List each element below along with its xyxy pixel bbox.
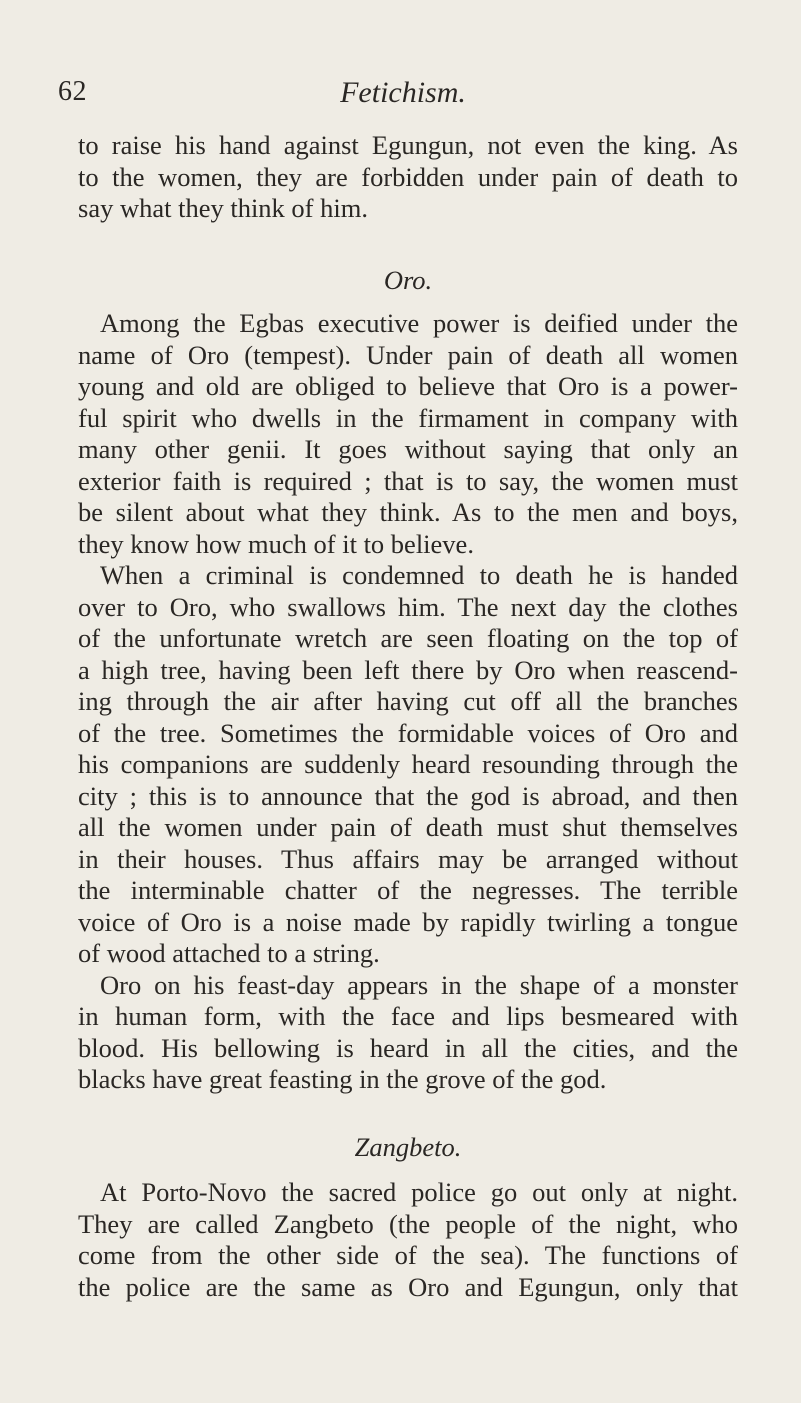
text-line: They are called Zangbeto (the people of the night, who — [78, 1208, 738, 1239]
text-line: they know how much of it to believe. — [78, 528, 474, 559]
text-line: to raise his hand against Egungun, not even the king. As — [78, 130, 738, 160]
text-line: be silent about what they think. As to the men and boys, — [78, 497, 738, 527]
text-line: When a criminal is condemned to death he is handed — [100, 560, 738, 590]
text-line: his companions are suddenly heard resounding through the — [78, 749, 738, 779]
paragraph-1 — [78, 130, 738, 225]
page-header — [58, 76, 748, 116]
text-line: Among the Egbas executive power is deified under the — [100, 308, 738, 338]
text-line: in human form, with the face and lips besmeared with — [78, 1001, 738, 1031]
paragraph-2 — [78, 308, 738, 560]
text-line: young and old are obliged to believe that Oro is a power- — [78, 371, 738, 401]
text-line: ful spirit who dwells in the firmament in company with — [78, 402, 738, 433]
body-text — [78, 130, 738, 1303]
text-line: of wood attached to a string. — [78, 938, 380, 968]
text-line: blood. His bellowing is heard in all the cities, and the — [78, 1032, 738, 1063]
text-line: come from the other side of the sea). The functions of — [78, 1240, 738, 1270]
text-line: of the tree. Sometimes the formidable voices of Oro and — [78, 717, 738, 748]
paragraph-3 — [78, 560, 738, 970]
page-number: 62 — [58, 76, 87, 107]
text-line: ing through the air after having cut off all the branches — [78, 686, 738, 716]
text-line: to the women, they are forbidden under pain of death to — [78, 161, 738, 192]
text-line: blacks have great feasting in the grove of the god. — [78, 1064, 607, 1094]
text-line: many other genii. It goes without saying that only an — [78, 434, 738, 464]
text-line: over to Oro, who swallows him. The next day the clothes — [78, 591, 738, 622]
text-line: city ; this is to announce that the god is abroad, and then — [78, 780, 738, 811]
paragraph-4 — [78, 970, 738, 1096]
section-heading-zangbeto: Zangbeto. — [354, 1131, 462, 1162]
text-line: name of Oro (tempest). Under pain of death all women — [78, 339, 738, 370]
text-line: voice of Oro is a noise made by rapidly twirling a tongue — [78, 906, 738, 937]
text-line: in their houses. Thus affairs may be arranged without — [78, 843, 738, 874]
text-line: exterior faith is required ; that is to say, the women must — [78, 465, 738, 496]
text-line: the interminable chatter of the negresses. The terrible — [78, 875, 738, 905]
paragraph-5 — [78, 1177, 738, 1303]
text-line: Oro on his feast-day appears in the shape of a monster — [100, 969, 738, 1000]
text-line: At Porto-Novo the sacred police go out only at night. — [100, 1177, 738, 1207]
text-line: say what they think of him. — [78, 193, 368, 223]
text-line: a high tree, having been left there by Oro when reascend- — [78, 654, 738, 685]
text-line: all the women under pain of death must shut themselves — [78, 812, 738, 842]
running-head: Fetichism. — [340, 76, 466, 109]
text-line: of the unfortunate wretch are seen floating on the top of — [78, 623, 738, 653]
section-heading-oro: Oro. — [383, 264, 433, 295]
text-line: the police are the same as Oro and Egungun, only that — [78, 1271, 738, 1302]
